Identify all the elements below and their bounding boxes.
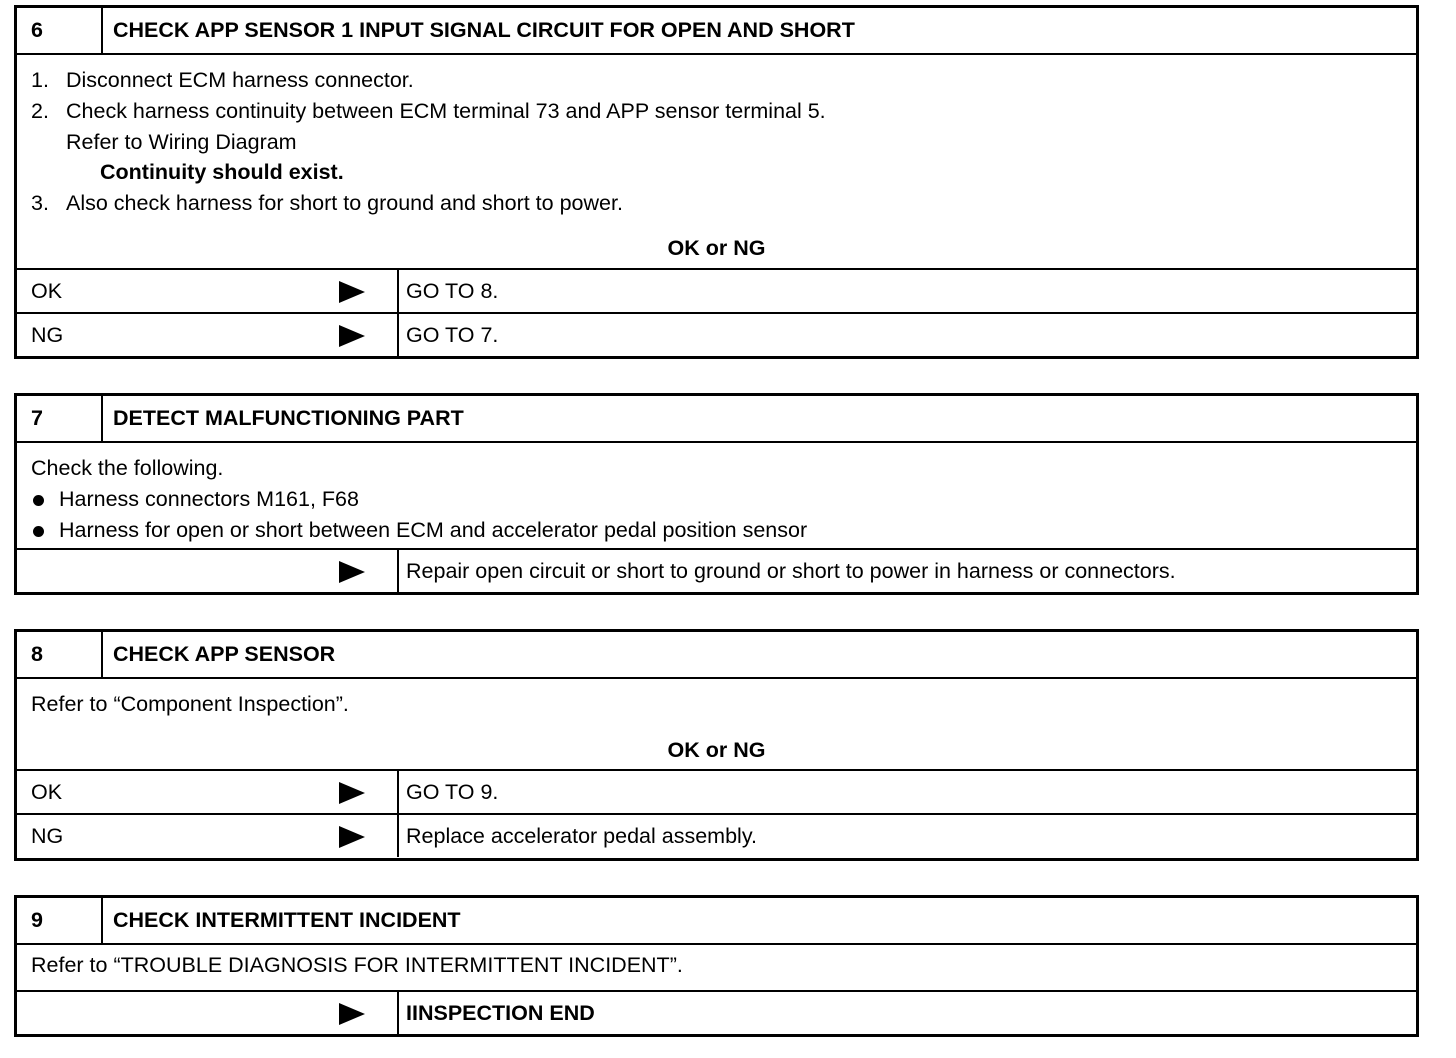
step-header — [17, 8, 1416, 55]
bullet-text: Harness connectors M161, F68 — [59, 487, 359, 511]
step-title: CHECK APP SENSOR 1 INPUT SIGNAL CIRCUIT FOR OPEN AND SHORT — [113, 18, 855, 42]
right-triangle-arrow-icon — [339, 281, 365, 303]
instruction-text: Check harness continuity between ECM terminal 73 and APP sensor terminal 5. — [66, 99, 826, 123]
step-body — [17, 945, 1416, 990]
step-7-box — [14, 393, 1419, 595]
right-triangle-arrow-icon — [339, 561, 365, 583]
step-header — [17, 396, 1416, 443]
step-number: 6 — [17, 8, 103, 53]
result-action: GO TO 7. — [406, 323, 499, 347]
step-title: CHECK APP SENSOR — [113, 642, 336, 666]
step-number: 8 — [17, 632, 103, 677]
result-row — [17, 990, 1416, 1034]
result-label: NG — [31, 824, 64, 848]
intro-text: Check the following. — [31, 456, 224, 480]
result-row-ng — [17, 813, 1416, 857]
instruction-prefix: 3. — [31, 191, 49, 215]
result-action: IINSPECTION END — [406, 1001, 595, 1025]
step-title: CHECK INTERMITTENT INCIDENT — [113, 908, 461, 932]
result-label: OK — [31, 780, 63, 804]
result-label: NG — [31, 323, 64, 347]
bullet-dot-icon — [33, 526, 44, 537]
step-header — [17, 898, 1416, 945]
instruction-prefix: 2. — [31, 99, 49, 123]
instruction-text: Refer to Wiring Diagram — [66, 130, 297, 154]
decision-label: OK or NG — [667, 738, 766, 762]
right-triangle-arrow-icon — [339, 1003, 365, 1025]
instruction-text: Also check harness for short to ground and short to power. — [66, 191, 623, 215]
result-row-ok — [17, 769, 1416, 813]
right-triangle-arrow-icon — [339, 782, 365, 804]
intro-text: Refer to “TROUBLE DIAGNOSIS FOR INTERMITTENT INCIDENT”. — [31, 953, 683, 977]
step-number: 9 — [17, 898, 103, 943]
right-triangle-arrow-icon — [339, 325, 365, 347]
decision-label: OK or NG — [667, 236, 766, 260]
bullet-text: Harness for open or short between ECM and accelerator pedal position sensor — [59, 518, 808, 542]
step-9-box — [14, 895, 1419, 1037]
step-body — [17, 443, 1416, 548]
bullet-dot-icon — [33, 495, 44, 506]
result-action: Replace accelerator pedal assembly. — [406, 824, 757, 848]
specification-text: Continuity should exist. — [100, 160, 344, 184]
step-number: 7 — [17, 396, 103, 441]
intro-text: Refer to “Component Inspection”. — [31, 692, 349, 716]
step-header — [17, 632, 1416, 679]
result-action: GO TO 8. — [406, 279, 499, 303]
instruction-text: Disconnect ECM harness connector. — [66, 68, 414, 92]
right-triangle-arrow-icon — [339, 826, 365, 848]
result-row-ng — [17, 312, 1416, 356]
result-action: Repair open circuit or short to ground or short to power in harness or connectors. — [406, 559, 1176, 583]
result-row-ok — [17, 268, 1416, 312]
result-row — [17, 548, 1416, 592]
step-body — [17, 679, 1416, 769]
step-8-box — [14, 629, 1419, 861]
step-6-box — [14, 5, 1419, 359]
step-title: DETECT MALFUNCTIONING PART — [113, 406, 464, 430]
step-body — [17, 55, 1416, 268]
result-label: OK — [31, 279, 63, 303]
result-action: GO TO 9. — [406, 780, 499, 804]
instruction-prefix: 1. — [31, 68, 49, 92]
